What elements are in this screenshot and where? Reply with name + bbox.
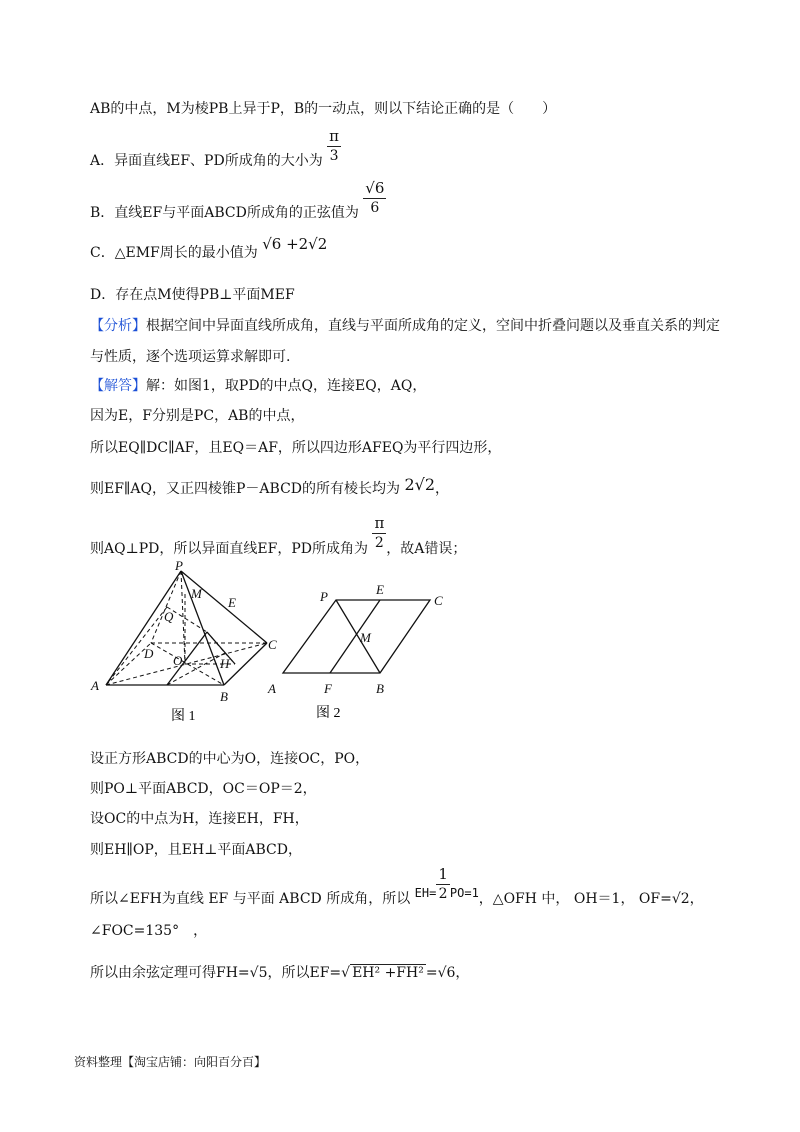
- solution-line-5: 则AQ⊥PD，所以异面直线EF，PD所成角为 $\frac{\pi}{2}$ ，故A错误；: [90, 514, 467, 557]
- solution-line-2: 因为E，F分别是PC，AB的中点，: [90, 408, 305, 424]
- solution-line-11: ∠FOC=135° ，: [90, 923, 208, 939]
- radical-expression: EH² +FH²: [352, 965, 424, 981]
- fig1-label-q: Q: [164, 609, 174, 624]
- option-c: [90, 235, 328, 262]
- figure-1-pyramid: [85, 558, 285, 728]
- analysis-line-2: 与性质，逐个选项运算求解即可.: [90, 349, 291, 365]
- fig1-label-a: A: [91, 678, 99, 693]
- fig1-label-h: H: [220, 656, 230, 671]
- solution-line-3: 所以EQ∥DC∥AF，且EQ＝AF，所以四边形AFEQ为平行四边形，: [90, 440, 502, 456]
- fig2-label-e: E: [376, 582, 384, 597]
- solution-line-8: 设OC的中点为H，连接EH，FH，: [90, 811, 309, 827]
- fig1-label-m: M: [191, 586, 202, 601]
- option-a-text: A．异面直线EF、PD所成角的大小为: [90, 153, 323, 169]
- fig1-label-e: E: [228, 595, 236, 610]
- option-b-text: B．直线EF与平面ABCD所成角的正弦值为: [90, 205, 359, 221]
- option-c-text: C．△EMF周长的最小值为: [90, 245, 258, 261]
- analysis-tag: 【分析】: [90, 318, 146, 334]
- solution-line-10: 所以∠EFH为直线 EF 与平面 ABCD 所成角，所以 EH= $\frac{1}{2}$ PO=1，△OFH 中， OH＝1， OF=√2，: [90, 865, 704, 907]
- question-stem: AB的中点，M为棱PB上异于P，B的一动点，则以下结论正确的是（ ）: [90, 101, 557, 117]
- analysis-line-1: 【分析】根据空间中异面直线所成角，直线与平面所成角的定义，空间中折叠问题以及垂直关系的判定: [90, 318, 720, 334]
- solution-line-6: 设正方形ABCD的中心为O，连接OC，PO，: [90, 751, 370, 767]
- option-b-fraction: $\frac{√6}{6}$: [365, 179, 385, 216]
- edge-length-value: 2√2: [404, 475, 436, 494]
- option-c-value: √6 +2√2: [262, 235, 328, 253]
- fig2-label-c: C: [434, 593, 443, 608]
- solution-tag: 【解答】: [90, 378, 146, 394]
- figure-1-caption: 图 1: [171, 709, 196, 724]
- fig1-label-c: C: [268, 637, 277, 652]
- fig2-label-p: P: [320, 589, 328, 604]
- solution-line-9: 则EH∥OP，且EH⊥平面ABCD，: [90, 842, 302, 858]
- fig2-label-m: M: [360, 630, 371, 645]
- option-a: [90, 127, 341, 170]
- page-footer: 资料整理【淘宝店铺：向阳百分百】: [74, 1055, 267, 1069]
- fig1-label-p: P: [175, 558, 183, 573]
- figure-2-parallelogram: [262, 580, 462, 720]
- solution-line-7: 则PO⊥平面ABCD，OC＝OP＝2，: [90, 781, 317, 797]
- solution-line-1: 【解答】解：如图1，取PD的中点Q，连接EQ，AQ，: [90, 378, 427, 394]
- fig2-label-b: B: [376, 681, 384, 696]
- figure-2-caption: 图 2: [316, 706, 341, 720]
- fig2-label-a: A: [268, 681, 276, 696]
- eh-fraction: $\frac{1}{2}$: [438, 865, 448, 902]
- fig1-label-o: O: [173, 653, 183, 668]
- option-b: [90, 179, 386, 222]
- option-d: D．存在点M使得PB⊥平面MEF: [90, 287, 295, 303]
- angle-fraction: $\frac{\pi}{2}$: [374, 514, 385, 551]
- fig2-label-f: F: [324, 681, 332, 696]
- fig1-label-b: B: [220, 689, 228, 704]
- solution-line-4: 则EF∥AQ，又正四棱锥P－ABCD的所有棱长均为 2√2，: [90, 475, 450, 497]
- solution-line-12: 所以由余弦定理可得FH=√5，所以EF=√ EH² +FH² =√6，: [90, 965, 470, 981]
- fig1-label-d: D: [144, 646, 154, 661]
- option-a-fraction: $\frac{\pi}{3}$: [329, 127, 340, 164]
